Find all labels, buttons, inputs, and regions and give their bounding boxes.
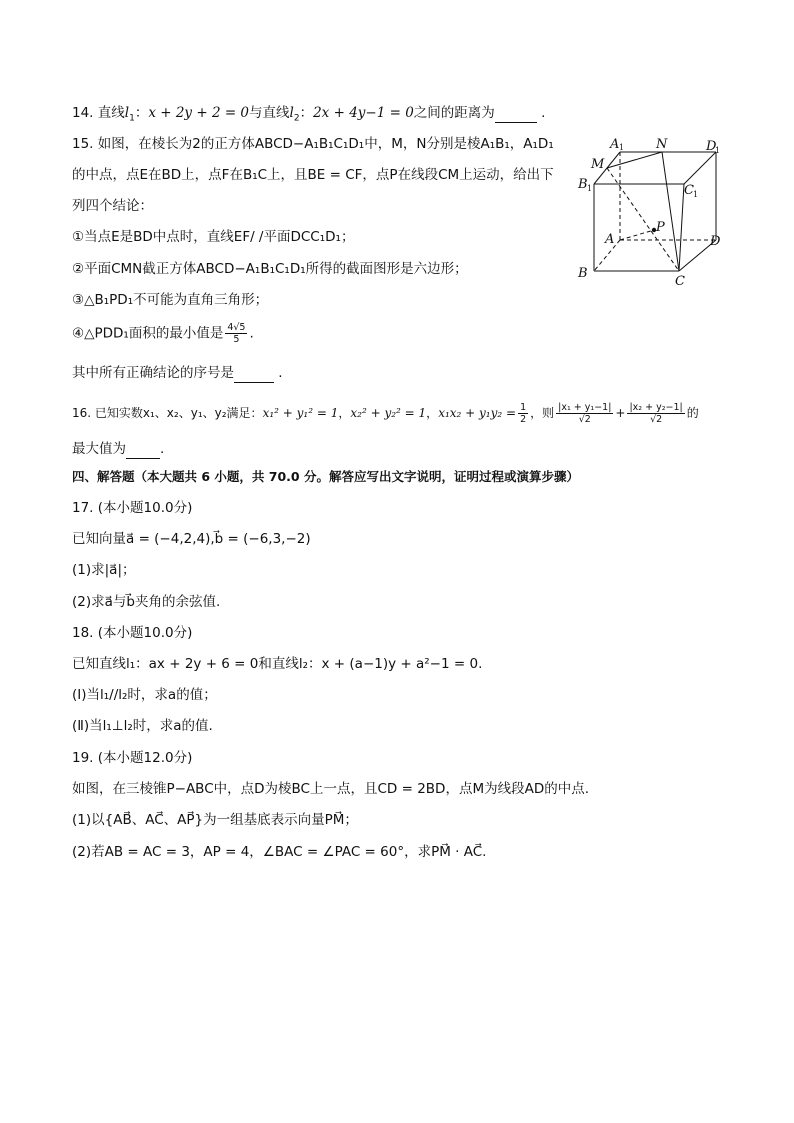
q14-l2: l [289, 105, 294, 121]
q18-head: 18. (本小题10.0分) [72, 625, 193, 641]
q14-end: . [536, 105, 546, 121]
label-C1: C [684, 183, 694, 198]
q14-mid: 与直线 [249, 105, 290, 121]
q15-conclusion-3: ③△B₁PD₁不可能为直角三角形； [72, 292, 269, 308]
q18-part1: (Ⅰ)当l₁//l₂时，求a的值； [72, 687, 217, 703]
label-P: P [656, 220, 665, 235]
q14-tail: 之间的距离为 [413, 105, 495, 121]
q15-conclusion-4 [72, 322, 254, 345]
frac-numerator: |x₁ + y₁−1| [558, 402, 612, 413]
fraction [556, 402, 613, 425]
label-A1: A [610, 137, 620, 152]
q19-head: 19. (本小题12.0分) [72, 750, 193, 766]
q15-line1: 15. 如图，在棱长为2的正方体ABCD−A₁B₁C₁D₁中，M，N分别是棱A₁B₁，A₁D₁ [72, 136, 554, 152]
q15-conclusion-2: ②平面CMN截正方体ABCD−A₁B₁C₁D₁所得的截面图形是六边形； [72, 261, 468, 277]
q16-then: ，则 [530, 406, 555, 420]
label-A1-sub: 1 [619, 143, 625, 152]
q17-given: 已知向量a⃗ = (−4,2,4),b⃗ = (−6,3,−2) [72, 531, 311, 547]
label-D1: D [706, 139, 717, 154]
answer-blank [234, 364, 274, 383]
answer-blank [126, 440, 160, 459]
q14-eq2: 2x + 4y−1 = 0 [313, 105, 414, 121]
q16-line2-end: . [160, 441, 165, 457]
q18-part2: (Ⅱ)当l₁⊥l₂时，求a的值. [72, 718, 213, 734]
q14-l1-sub: 1 [129, 113, 135, 124]
q17-part2: (2)求a⃗与b⃗夹角的余弦值. [72, 594, 221, 610]
fraction [627, 402, 684, 425]
label-M: M [591, 157, 605, 172]
q19-part2: (2)若AB = AC = 3，AP = 4，∠BAC = ∠PAC = 60°，求PM⃗ · AC⃗. [72, 844, 487, 860]
q15-line2: 的中点，点E在BD上，点F在B₁C上，且BE = CF，点P在线段CM上运动，给出下 [72, 167, 554, 183]
cube-figure [574, 134, 724, 292]
question-16 [72, 402, 699, 425]
label-A: A [605, 232, 615, 247]
q16-pre: 16. 已知实数x₁、x₂、y₁、y₂满足： [72, 406, 263, 420]
q16-de: 的 [686, 406, 699, 420]
q14-l2-sub: 2 [293, 113, 300, 124]
q16-line2 [72, 440, 164, 459]
frac-numerator: |x₂ + y₂−1| [629, 402, 683, 413]
fraction [518, 402, 528, 425]
q17-part1: (1)求|a⃗|； [72, 562, 136, 578]
q16-e3: x₁x₂ + y₁y₂ = [438, 406, 517, 420]
label-N: N [656, 137, 668, 152]
q16-e2: x₂² + y₂² = 1 [350, 406, 427, 420]
fraction [225, 322, 247, 345]
q15-ask-end: . [274, 365, 283, 381]
q17-head: 17. (本小题10.0分) [72, 500, 193, 516]
q15-line3: 列四个结论： [72, 198, 153, 214]
frac-denominator: √2 [578, 414, 591, 425]
q14-colon1: ： [134, 105, 149, 121]
q16-line2-text: 最大值为 [72, 441, 126, 457]
q15-ask [72, 364, 283, 383]
frac-denominator: √2 [650, 414, 663, 425]
q16-e1: x₁² + y₁² = 1 [262, 406, 339, 420]
q19-part1: (1)以{AB⃗、AC⃗、AP⃗}为一组基底表示向量PM⃗； [72, 812, 358, 828]
label-B1: B [578, 177, 588, 192]
label-D1-sub: 1 [715, 146, 721, 155]
answer-blank [495, 104, 537, 123]
frac-denominator: 5 [233, 334, 240, 345]
q19-given: 如图，在三棱锥P−ABC中，点D为棱BC上一点，且CD = 2BD，点M为线段AD的中点. [72, 781, 590, 797]
q15-ask-text: 其中所有正确结论的序号是 [72, 365, 234, 381]
q16-plus: + [615, 406, 626, 420]
q14-eq1: x + 2y + 2 = 0 [148, 105, 250, 121]
label-C1-sub: 1 [693, 190, 699, 199]
label-B1-sub: 1 [587, 184, 593, 193]
q15-c4-end: . [249, 325, 254, 342]
q15-c4-pre: ④△PDD₁面积的最小值是 [72, 325, 224, 342]
q18-given: 已知直线l₁：ax + 2y + 6 = 0和直线l₂：x + (a−1)y + a²−1 = 0. [72, 656, 483, 672]
label-B: B [578, 266, 588, 281]
q14-lead: 14. 直线 [72, 105, 125, 121]
q15-conclusion-1: ①当点E是BD中点时，直线EF/ /平面DCC₁D₁； [72, 229, 355, 245]
frac-numerator: 1 [520, 402, 527, 413]
q14-l1: l [124, 105, 130, 121]
label-D: D [710, 234, 721, 249]
label-C: C [675, 274, 685, 289]
frac-denominator: 2 [520, 414, 527, 425]
section-heading: 四、解答题（本大题共 6 小题，共 70.0 分。解答应写出文字说明，证明过程或演算步骤） [72, 469, 579, 484]
q14-colon2: ： [299, 105, 314, 121]
q16-comma2: ， [426, 406, 439, 420]
q16-comma1: ， [338, 406, 351, 420]
frac-numerator: 4√5 [227, 322, 246, 333]
question-14 [72, 104, 545, 123]
